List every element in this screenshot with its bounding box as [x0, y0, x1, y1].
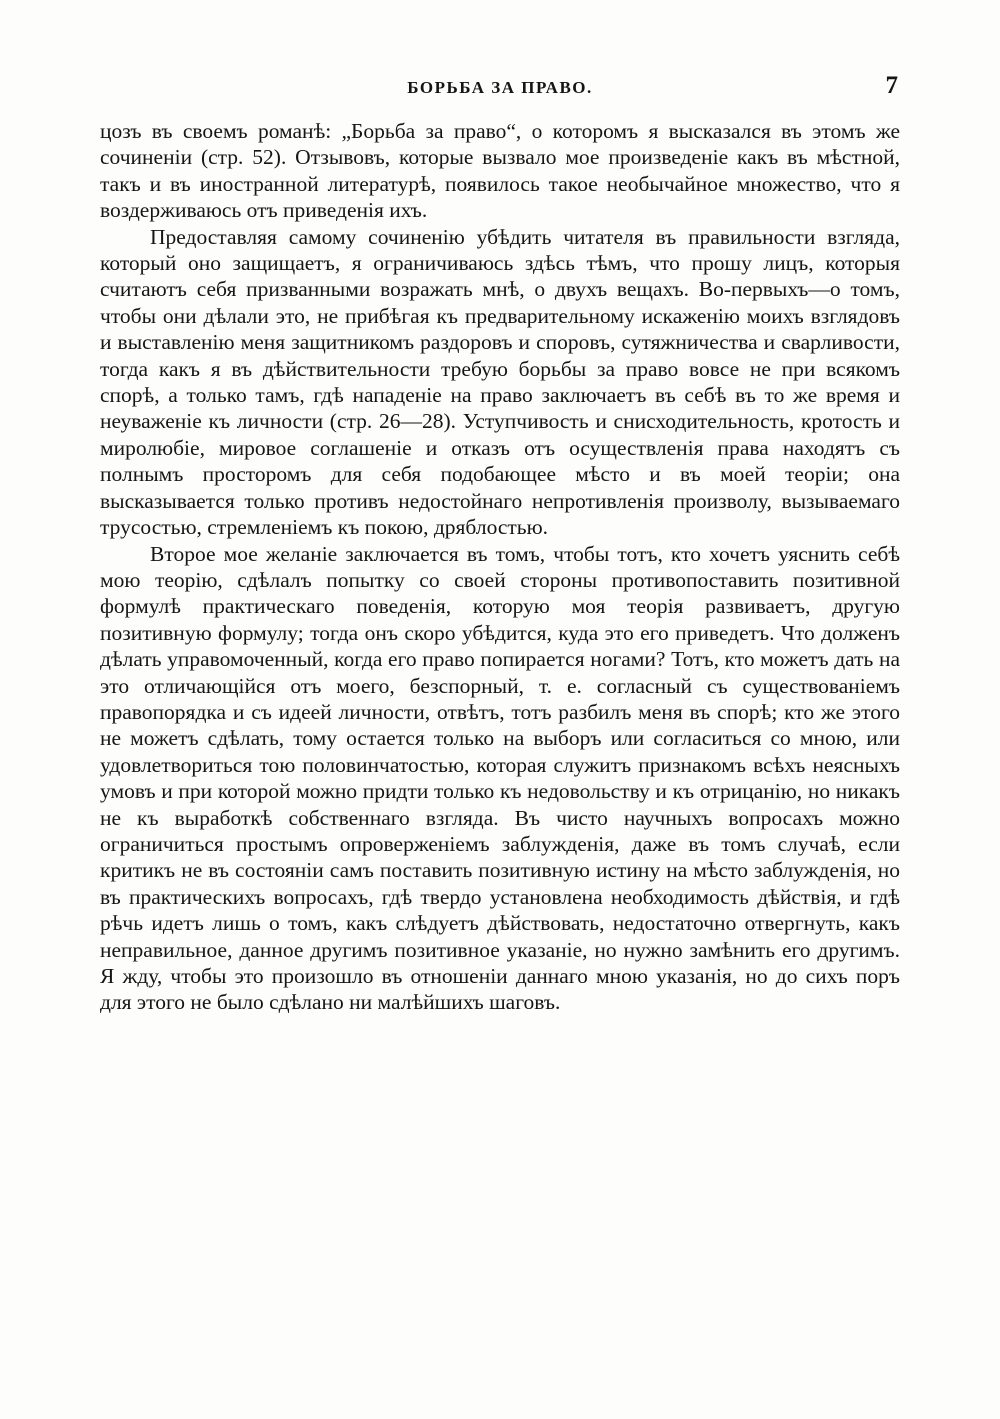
page-number: 7	[885, 72, 898, 99]
paragraph: Второе мое желаніе заключается въ томъ, чтобы тотъ, кто хочетъ уяснить себѣ мою теорію, сдѣлалъ попытку со своей стороны противопоставить позитивной формулѣ практическаго поведенія, которую моя теорія развиваетъ, другую позитивную формулу; тогда онъ скоро убѣдится, куда это его приведетъ. Что долженъ дѣлать управомоченный, когда его право попирается ногами? Тотъ, кто можетъ дать на это отличающійся отъ моего, безспорный, т. е. согласный съ существованіемъ правопорядка и съ идеей личности, отвѣтъ, тотъ разбилъ меня въ спорѣ; кто же этого не можетъ сдѣлать, тому остается только на выборъ или согласиться со мною, или удовлетвориться тою половинчатостью, которая служитъ признакомъ всѣхъ неясныхъ умовъ и при которой можно придти только къ недовольству и къ отрицанію, но никакъ не къ выработкѣ собственнаго взгляда. Въ чисто научныхъ вопросахъ можно ограничиться простымъ опроверженіемъ заблужденія, даже въ томъ случаѣ, если критикъ не въ состояніи самъ поставить позитивную истину на мѣсто заблужденія, но въ практическихъ вопросахъ, гдѣ твердо установлена необходимость дѣйствія, и гдѣ рѣчь идетъ лишь о томъ, какъ слѣдуетъ дѣйствовать, недостаточно отвергнуть, какъ неправильное, данное другимъ позитивное указаніе, но нужно замѣнить его другимъ. Я жду, чтобы это произошло въ отношеніи даннаго мною указанія, но до сихъ поръ для этого не было сдѣлано ни малѣйшихъ шаговъ.	[100, 541, 900, 1015]
body-text	[100, 118, 900, 1016]
paragraph: Предоставляя самому сочиненію убѣдить читателя въ правильности взгляда, который оно защищаетъ, я ограничиваюсь здѣсь тѣмъ, что прошу лицъ, которыя считаютъ себя призванными возражать мнѣ, о двухъ вещахъ. Во-первыхъ—о томъ, чтобы они дѣлали это, не прибѣгая къ предварительному искаженію моихъ взглядовъ и выставленію меня защитникомъ раздоровъ и споровъ, сутяжничества и сварливости, тогда какъ я въ дѣйствительности требую борьбы за право вовсе не при всякомъ спорѣ, а только тамъ, гдѣ нападеніе на право заключаетъ въ себѣ въ то же время и неуваженіе къ личности (стр. 26—28). Уступчивость и снисходительность, кротость и миролюбіе, мировое соглашеніе и отказъ отъ осуществленія права находятъ съ полнымъ просторомъ для себя подобающее мѣсто и въ моей теоріи; она высказывается только противъ недостойнаго непротивленія произволу, вызываемаго трусостью, стремленіемъ къ покою, дряблостью.	[100, 224, 900, 540]
paragraph-continued: цозъ въ своемъ романѣ: „Борьба за право“, о которомъ я высказался въ этомъ же сочиненіи (стр. 52). Отзывовъ, которые вызвало мое произведеніе какъ въ мѣстной, такъ и въ иностранной литературѣ, появилось такое необычайное множество, что я воздерживаюсь отъ приведенія ихъ.	[100, 119, 900, 223]
running-head	[100, 72, 900, 102]
running-title: БОРЬБА ЗА ПРАВО.	[407, 78, 593, 97]
